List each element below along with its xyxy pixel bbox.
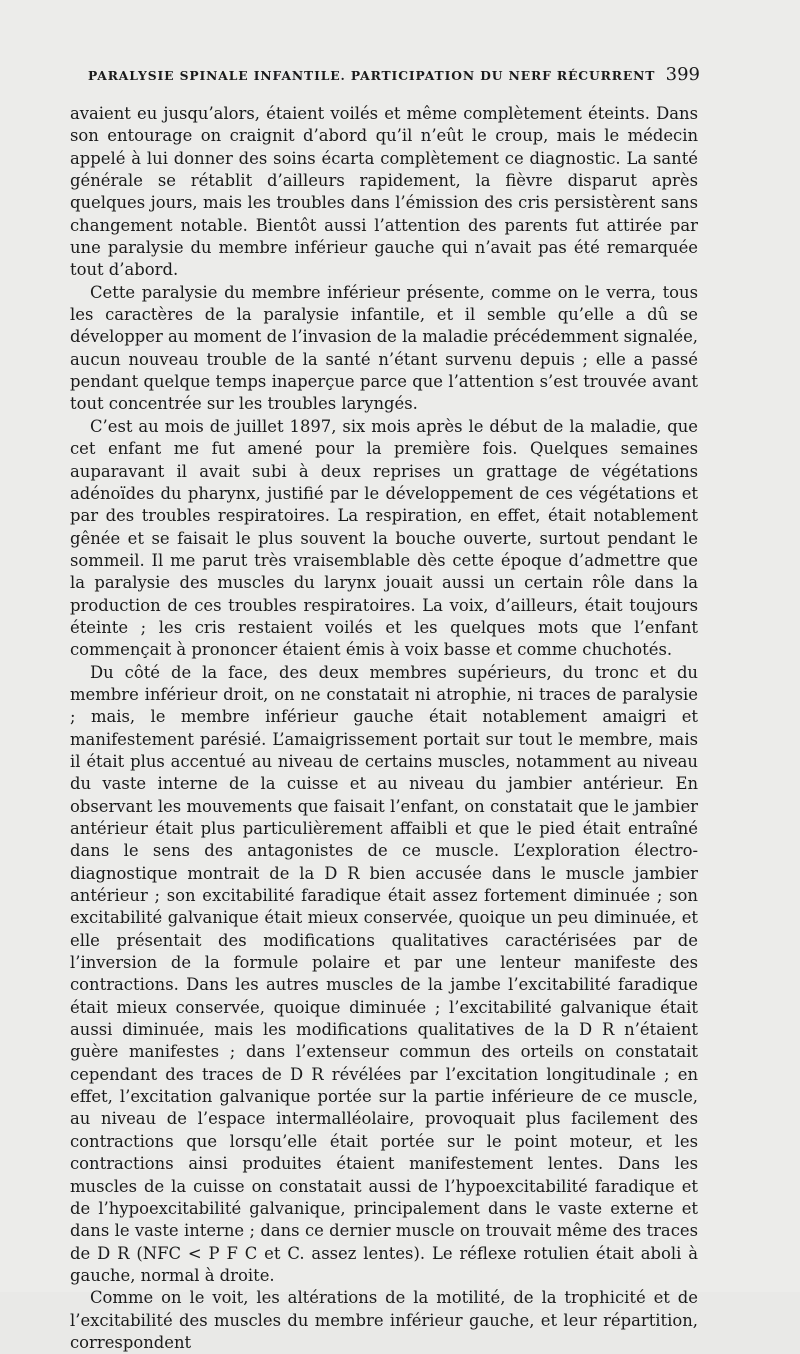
paragraph-5: Comme on le voit, les altérations de la motilité, de la trophicité et de l’excitabilité des muscles du membre inférieur gauche, et leur répartition, correspondent [70, 1288, 698, 1352]
body-text [70, 103, 698, 1354]
paragraph-2: Cette paralysie du membre inférieur présente, comme on le verra, tous les caractères de la paralysie infantile, et il semble qu’elle a dû se développer au moment de l’invasion de la maladie précédemment signalée, aucun nouveau trouble de la santé n’étant survenu depuis ; elle a passé pendant quelque temps inaperçue parce que l’attention s’est trouvée avant tout concentrée sur les troubles laryngés. [70, 282, 698, 414]
paragraph-4: Du côté de la face, des deux membres supérieurs, du tronc et du membre inférieur droit, on ne constatait ni atrophie, ni traces de paralysie ; mais, le membre inférieur gauche était notablement amaigri et manifestement parésié. L’amaigrissement portait sur tout le membre, mais il était plus accentué au niveau de certains muscles, notamment au niveau du vaste interne de la cuisse et au niveau du jambier antérieur. En observant les mouvements que faisait l’enfant, on constatait que le jambier antérieur était plus particulièrement affaibli et que le pied était entraîné dans le sens des antagonistes de ce muscle. L’exploration électro-diagnostique montrait de la D R bien accusée dans le muscle jambier antérieur ; son excitabilité faradique était assez fortement diminuée ; son excitabilité galvanique était mieux conservée, quoique un peu diminuée, et elle présentait des modifications qualitatives caractérisées par de l’inversion de la formule polaire et par une lenteur manifeste des contractions. Dans les autres muscles de la jambe l’excitabilité faradique était mieux conservée, quoique diminuée ; l’excitabilité galvanique était aussi diminuée, mais les modifications qualitatives de la D R n’étaient guère manifestes ; dans l’extenseur commun des orteils on constatait cependant des traces de D R révélées par l’excitation longitudinale ; en effet, l’excitation galvanique portée sur la partie inférieure de ce muscle, au niveau de l’espace intermalléolaire, provoquait plus facilement des contractions que lorsqu’elle était portée sur le point moteur, et les contractions ainsi produites étaient manifestement lentes. Dans les muscles de la cuisse on constatait aussi de l’hypoexcitabilité faradique et de l’hypoexcitabilité galvanique, principalement dans le vaste externe et dans le vaste interne ; dans ce dernier muscle on trouvait même des traces de D R (NFC < P F C et C. assez lentes). Le réflexe rotulien était aboli à gauche, normal à droite. [70, 662, 698, 1285]
page-number: 399 [665, 64, 700, 85]
page-header [88, 64, 700, 85]
paragraph-1: avaient eu jusqu’alors, étaient voilés et même complètement éteints. Dans son entourage on craignit d’abord qu’il n’eût le croup, mais le médecin appelé à lui donner des soins écarta complètement ce diagnostic. La santé générale se rétablit d’ailleurs rapidement, la fièvre disparut après quelques jours, mais les troubles dans l’émission des cris persistèrent sans changement notable. Bientôt aussi l’attention des parents fut attirée par une paralysie du membre inférieur gauche qui n’avait pas été remarquée tout d’abord. [70, 104, 698, 280]
paragraph-3: C’est au mois de juillet 1897, six mois après le début de la maladie, que cet enfant me fut amené pour la première fois. Quelques semaines auparavant il avait subi à deux reprises un grattage de végétations adénoïdes du pharynx, justifié par le développement de ces végétations et par des troubles respiratoires. La respiration, en effet, était notablement gênée et se faisait le plus souvent la bouche ouverte, surtout pendant le sommeil. Il me parut très vraisemblable dès cette époque d’admettre que la paralysie des muscles du larynx jouait aussi un certain rôle dans la production de ces troubles respiratoires. La voix, d’ailleurs, était toujours éteinte ; les cris restaient voilés et les quelques mots que l’enfant commençait à prononcer étaient émis à voix basse et comme chuchotés. [70, 416, 698, 660]
running-title: PARALYSIE SPINALE INFANTILE. PARTICIPATION DU NERF RÉCURRENT [88, 68, 656, 83]
